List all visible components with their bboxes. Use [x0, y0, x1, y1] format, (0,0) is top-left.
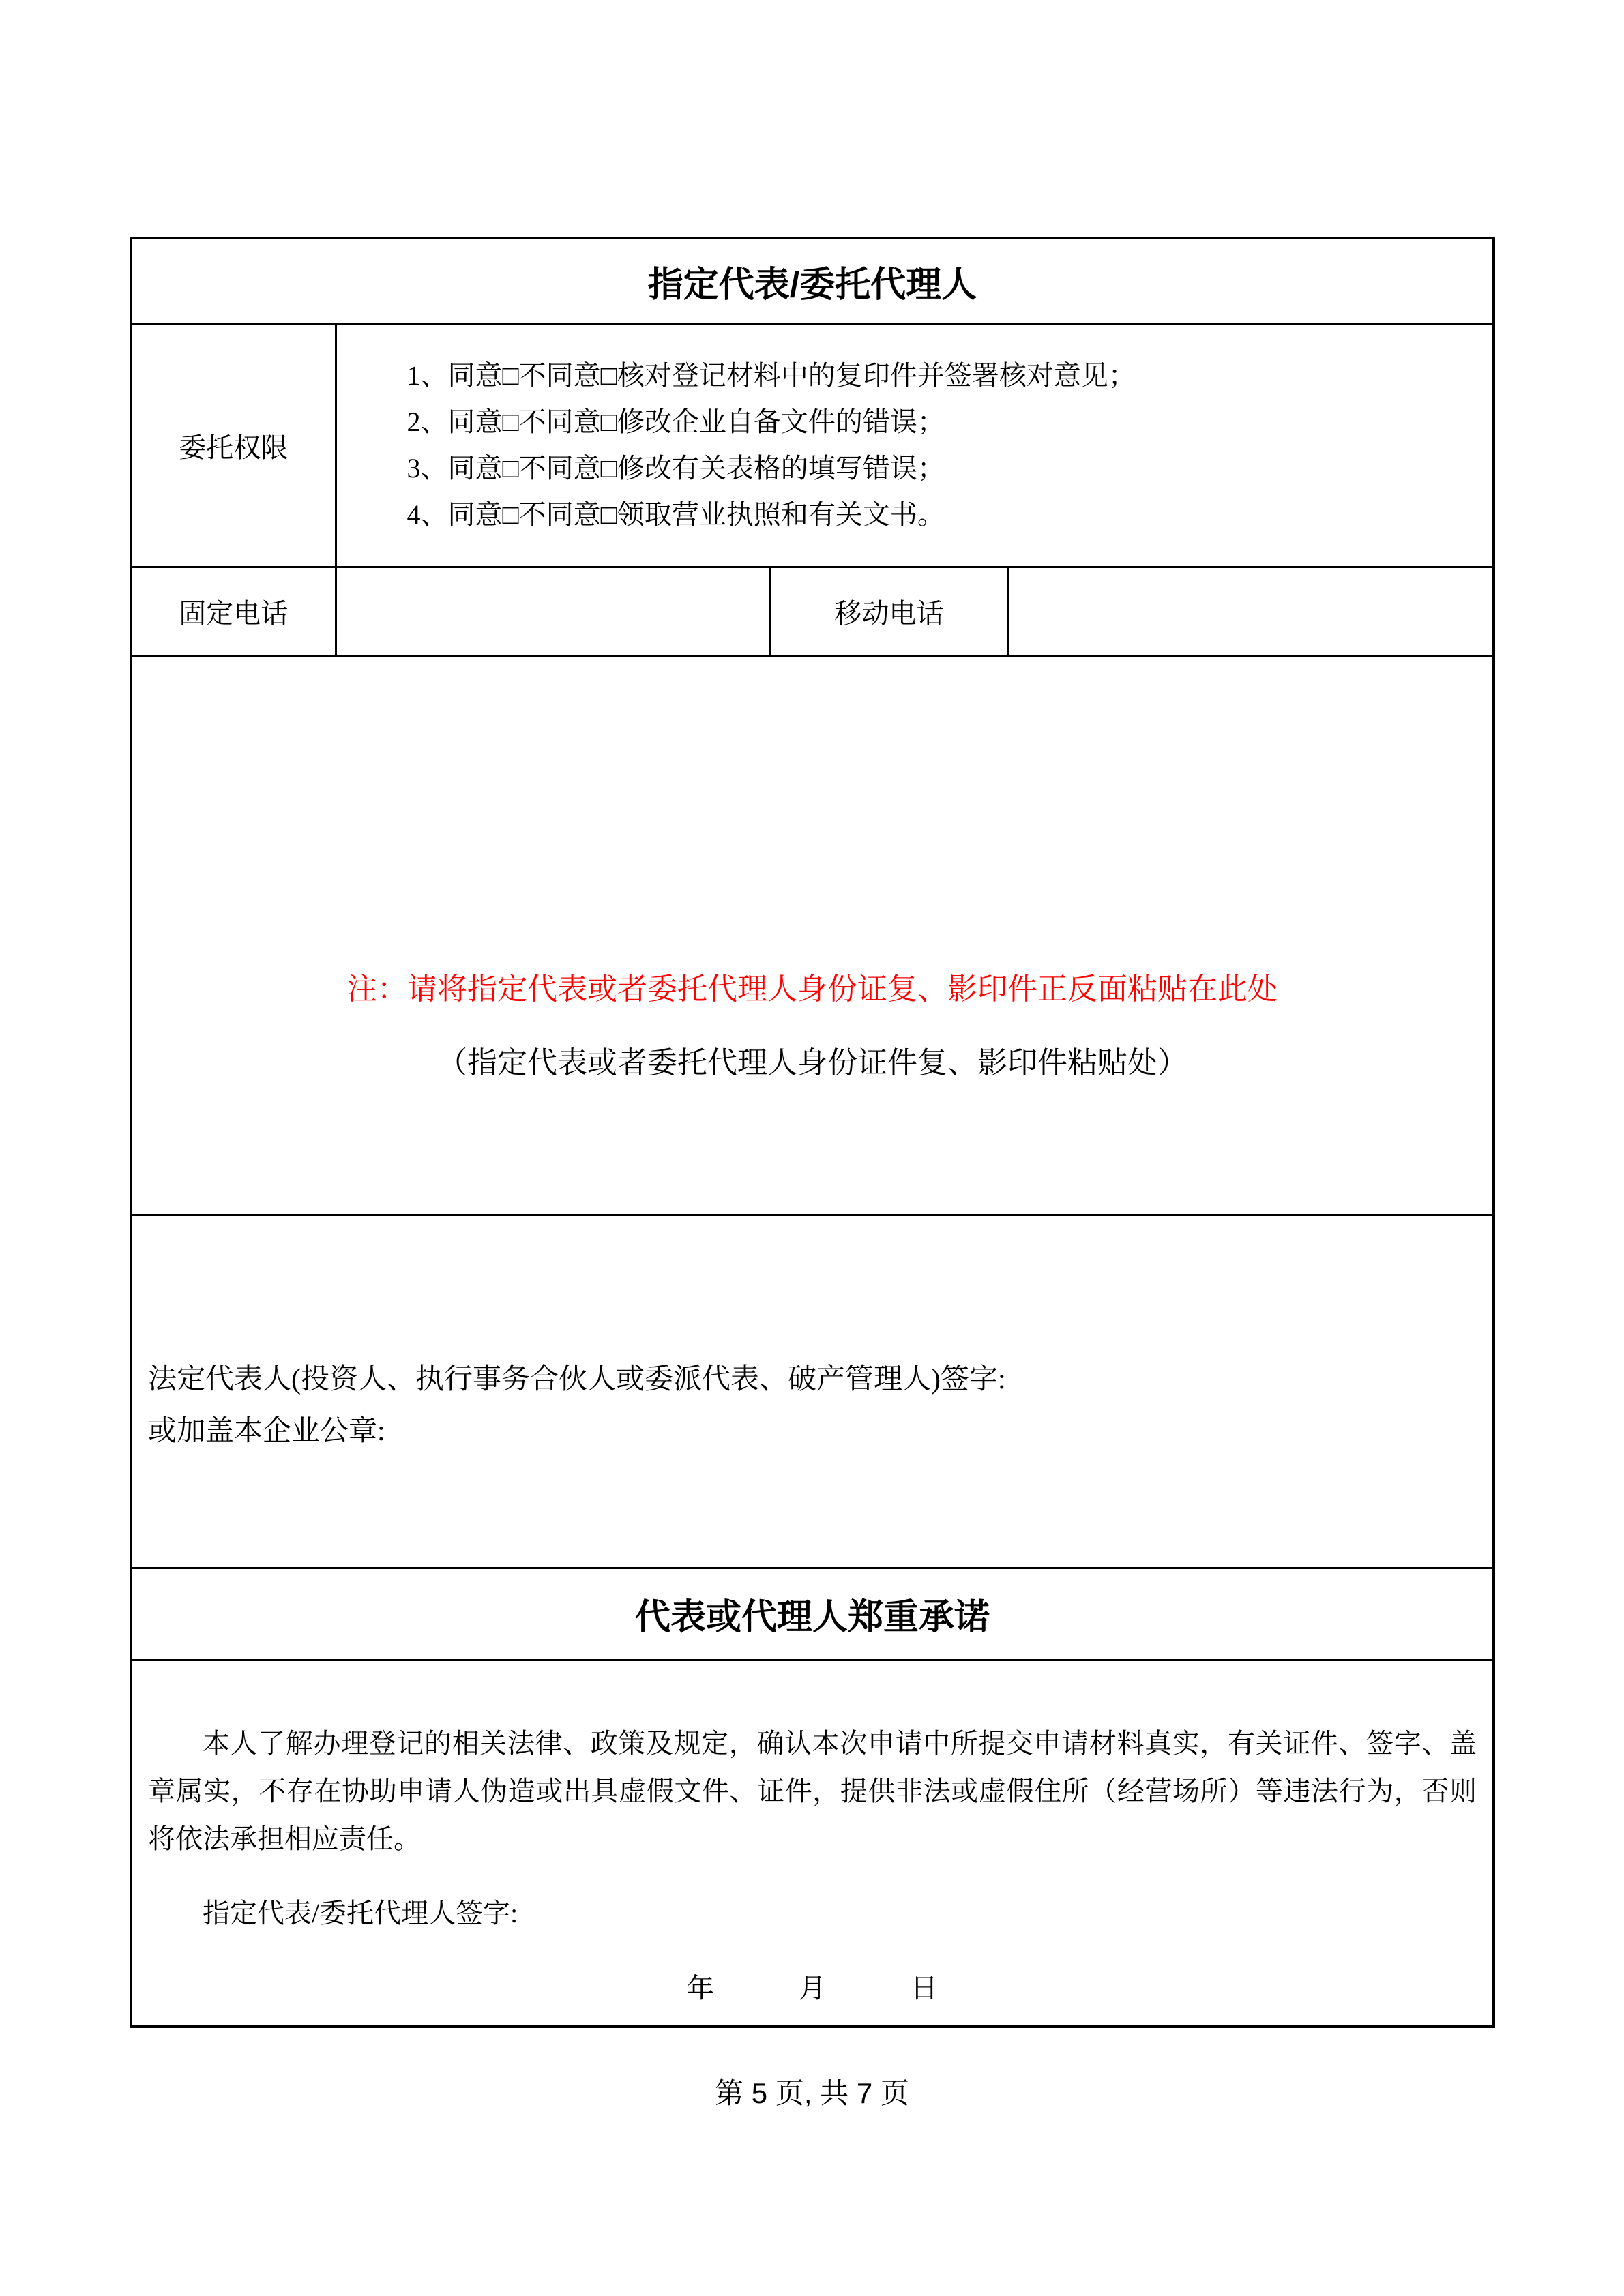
authority-item-3: [407, 445, 1493, 492]
id-paste-row: [131, 655, 1494, 1214]
agent-signature-label[interactable]: 指定代表/委托代理人签字:: [203, 1898, 518, 1929]
id-paste-area[interactable]: [131, 655, 1494, 1214]
item3-disagree-label: 不同意: [518, 453, 601, 483]
designated-representative-form: [130, 237, 1495, 2028]
pledge-paragraph: 本人了解办理登记的相关法律、政策及规定，确认本次申请中所提交申请材料真实，有关证件、签字、盖章属实，不存在协助申请人伪造或出具虚假文件、证件，提供非法或虚假住所（经营场所）等违法行为，否则将依法承担相应责任。: [148, 1728, 1477, 1855]
item1-disagree-label: 不同意: [518, 360, 601, 391]
form-title: 指定代表/委托代理人: [131, 238, 1494, 324]
date-year-label: 年: [687, 1973, 714, 2004]
pledge-body-cell: [131, 1660, 1494, 2027]
phone-row: [131, 567, 1494, 655]
fixed-phone-value-field[interactable]: [336, 567, 770, 655]
id-paste-note-black: （指定代表或者委托代理人身份证件复、影印件粘贴处）: [437, 1046, 1187, 1079]
item2-text: 修改企业自备文件的错误；: [617, 406, 945, 437]
pledge-title: 代表或代理人郑重承诺: [131, 1568, 1494, 1660]
item2-number: 2、: [407, 406, 448, 437]
item4-disagree-checkbox[interactable]: □: [600, 499, 617, 530]
item1-text: 核对登记材料中的复印件并签署核对意见；: [617, 360, 1136, 391]
mobile-phone-value-field[interactable]: [1008, 567, 1494, 655]
item2-disagree-label: 不同意: [518, 406, 601, 437]
company-seal-label: 或加盖本企业公章:: [148, 1416, 385, 1447]
item1-number: 1、: [407, 360, 448, 391]
item1-agree-checkbox[interactable]: □: [502, 360, 519, 391]
legal-rep-signature-label: 法定代表人(投资人、执行事务合伙人或委派代表、破产管理人)签字:: [148, 1364, 1006, 1395]
item1-agree-label: 同意: [447, 360, 503, 391]
authority-item-1: [407, 353, 1493, 399]
pledge-title-row: [131, 1568, 1494, 1660]
date-day-label: 日: [911, 1973, 938, 2004]
id-paste-note-red: 注：请将指定代表或者委托代理人身份证复、影印件正反面粘贴在此处: [347, 972, 1278, 1006]
item2-disagree-checkbox[interactable]: □: [600, 406, 617, 437]
form-title-row: [131, 238, 1494, 324]
item3-agree-checkbox[interactable]: □: [502, 453, 519, 483]
authority-row: [131, 324, 1494, 567]
item3-disagree-checkbox[interactable]: □: [600, 453, 617, 483]
item4-disagree-label: 不同意: [518, 499, 601, 530]
page-footer: 第 5 页, 共 7 页: [715, 2077, 909, 2109]
item4-number: 4、: [407, 499, 448, 530]
item2-agree-checkbox[interactable]: □: [502, 406, 519, 437]
item1-disagree-checkbox[interactable]: □: [600, 360, 617, 391]
fixed-phone-label: 固定电话: [131, 567, 336, 655]
item3-number: 3、: [407, 453, 448, 483]
legal-rep-signature-area[interactable]: [131, 1214, 1494, 1568]
item3-agree-label: 同意: [447, 453, 503, 483]
legal-rep-signature-row: [131, 1214, 1494, 1568]
authority-label: 委托权限: [131, 324, 336, 567]
authority-item-4: [407, 492, 1493, 538]
authority-items-list: [336, 324, 1494, 567]
item2-agree-label: 同意: [447, 406, 503, 437]
item4-agree-checkbox[interactable]: □: [502, 499, 519, 530]
item4-agree-label: 同意: [447, 499, 503, 530]
authority-item-2: [407, 399, 1493, 445]
mobile-phone-label: 移动电话: [770, 567, 1008, 655]
item3-text: 修改有关表格的填写错误；: [617, 453, 945, 483]
item4-text: 领取营业执照和有关文书。: [617, 499, 945, 530]
date-line[interactable]: [148, 1973, 1477, 2003]
pledge-body-row: [131, 1660, 1494, 2027]
date-month-label: 月: [799, 1973, 826, 2004]
